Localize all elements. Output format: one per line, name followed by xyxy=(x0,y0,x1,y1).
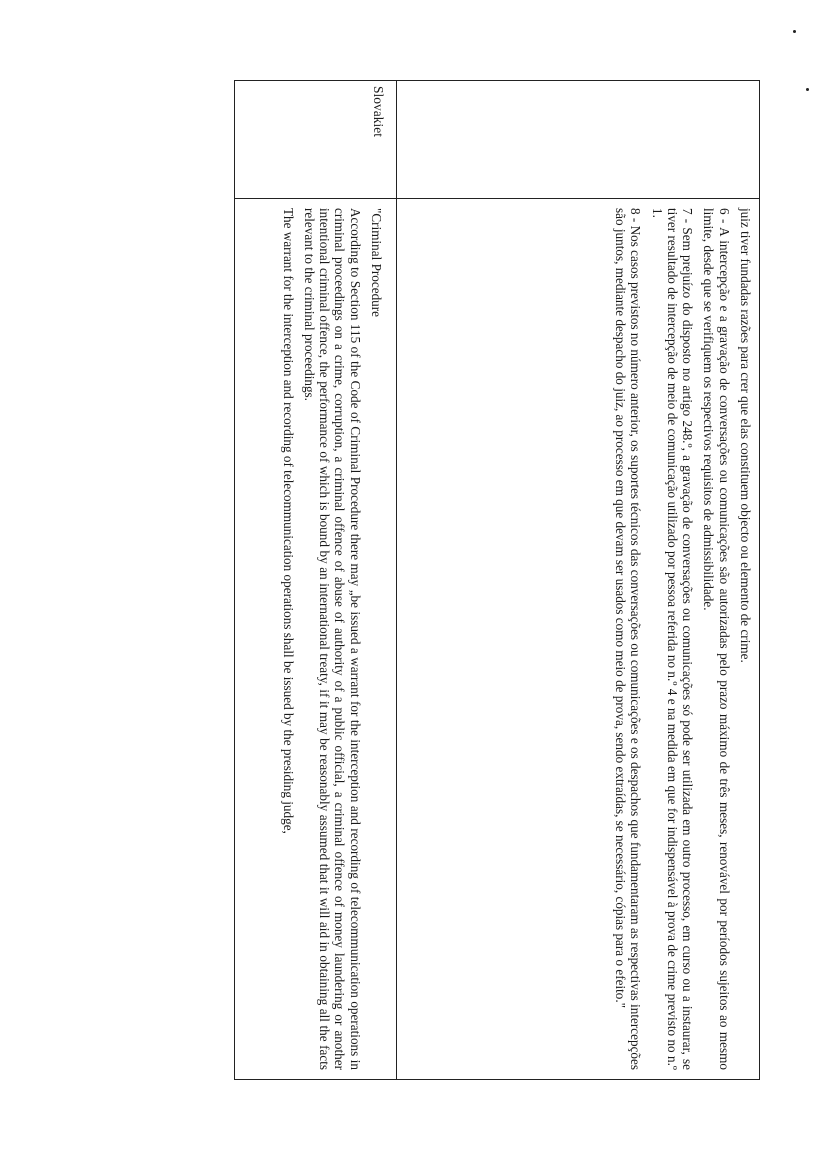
portugal-provisions xyxy=(607,208,753,1070)
portugal-paragraph-8: 8 - Nos casos previstos no número anterior, os suportes técnicos das conversações ou comunicações e os despachos que fundamentaram as respectivas intercepções são juntos, mediante despacho do juiz, ao processo em que devam ser usados como meio de prova, sendo extraídas, se necessário, cópias para o efeito." xyxy=(612,208,644,1070)
country-name: Slovakiet xyxy=(371,86,386,137)
scan-speck xyxy=(806,88,809,91)
scan-speck xyxy=(793,30,796,33)
rotated-table-content xyxy=(234,80,760,1080)
country-cell-empty xyxy=(395,80,760,198)
slovakia-paragraph-1: According to Section 115 of the Code of Criminal Procedure there may „be issued a warrant for the interception and recording of telecommunication operations in criminal proceedings on a crime, corruption, a criminal offence of abuse of authority of a public official, a criminal offence of money laundering or another intentional criminal offence, the performance of which is bound by an international treaty, if it may be reasonably assumed that it will aid in obtaining all the facts relevant to the criminal proceedings. xyxy=(301,208,363,1070)
section-heading: "Criminal Procedure xyxy=(369,208,384,318)
slovakia-paragraph-2: The warrant for the interception and recording of telecommunication operations shall be issued by the presiding judge, xyxy=(280,208,296,834)
country-cell xyxy=(234,80,395,198)
portugal-paragraph-6: 6 - A intercepção e a gravação de conversações ou comunicações são autorizadas pelo prazo máximo de três meses, renovável por períodos sujeitos ao mesmo limite, desde que se verifiquem os respectivos requisitos de admissibilidade. xyxy=(701,208,732,1070)
portugal-paragraph-7: 7 - Sem prejuízo do disposto no artigo 248.º, a gravação de conversações ou comunicações só pode ser utilizada em outro processo, em curso ou a instaurar, se tiver resultado de intercepção de meio de comunicação utilizado por pessoa referida no n.º 4 e na medida em que for indispensável à prova de crime previsto no n.º 1. xyxy=(649,208,696,1070)
slovakia-provisions xyxy=(274,208,384,1070)
portugal-continued-line: juiz tiver fundadas razões para crer que elas constituem objecto ou elemento de crime. xyxy=(738,208,753,663)
